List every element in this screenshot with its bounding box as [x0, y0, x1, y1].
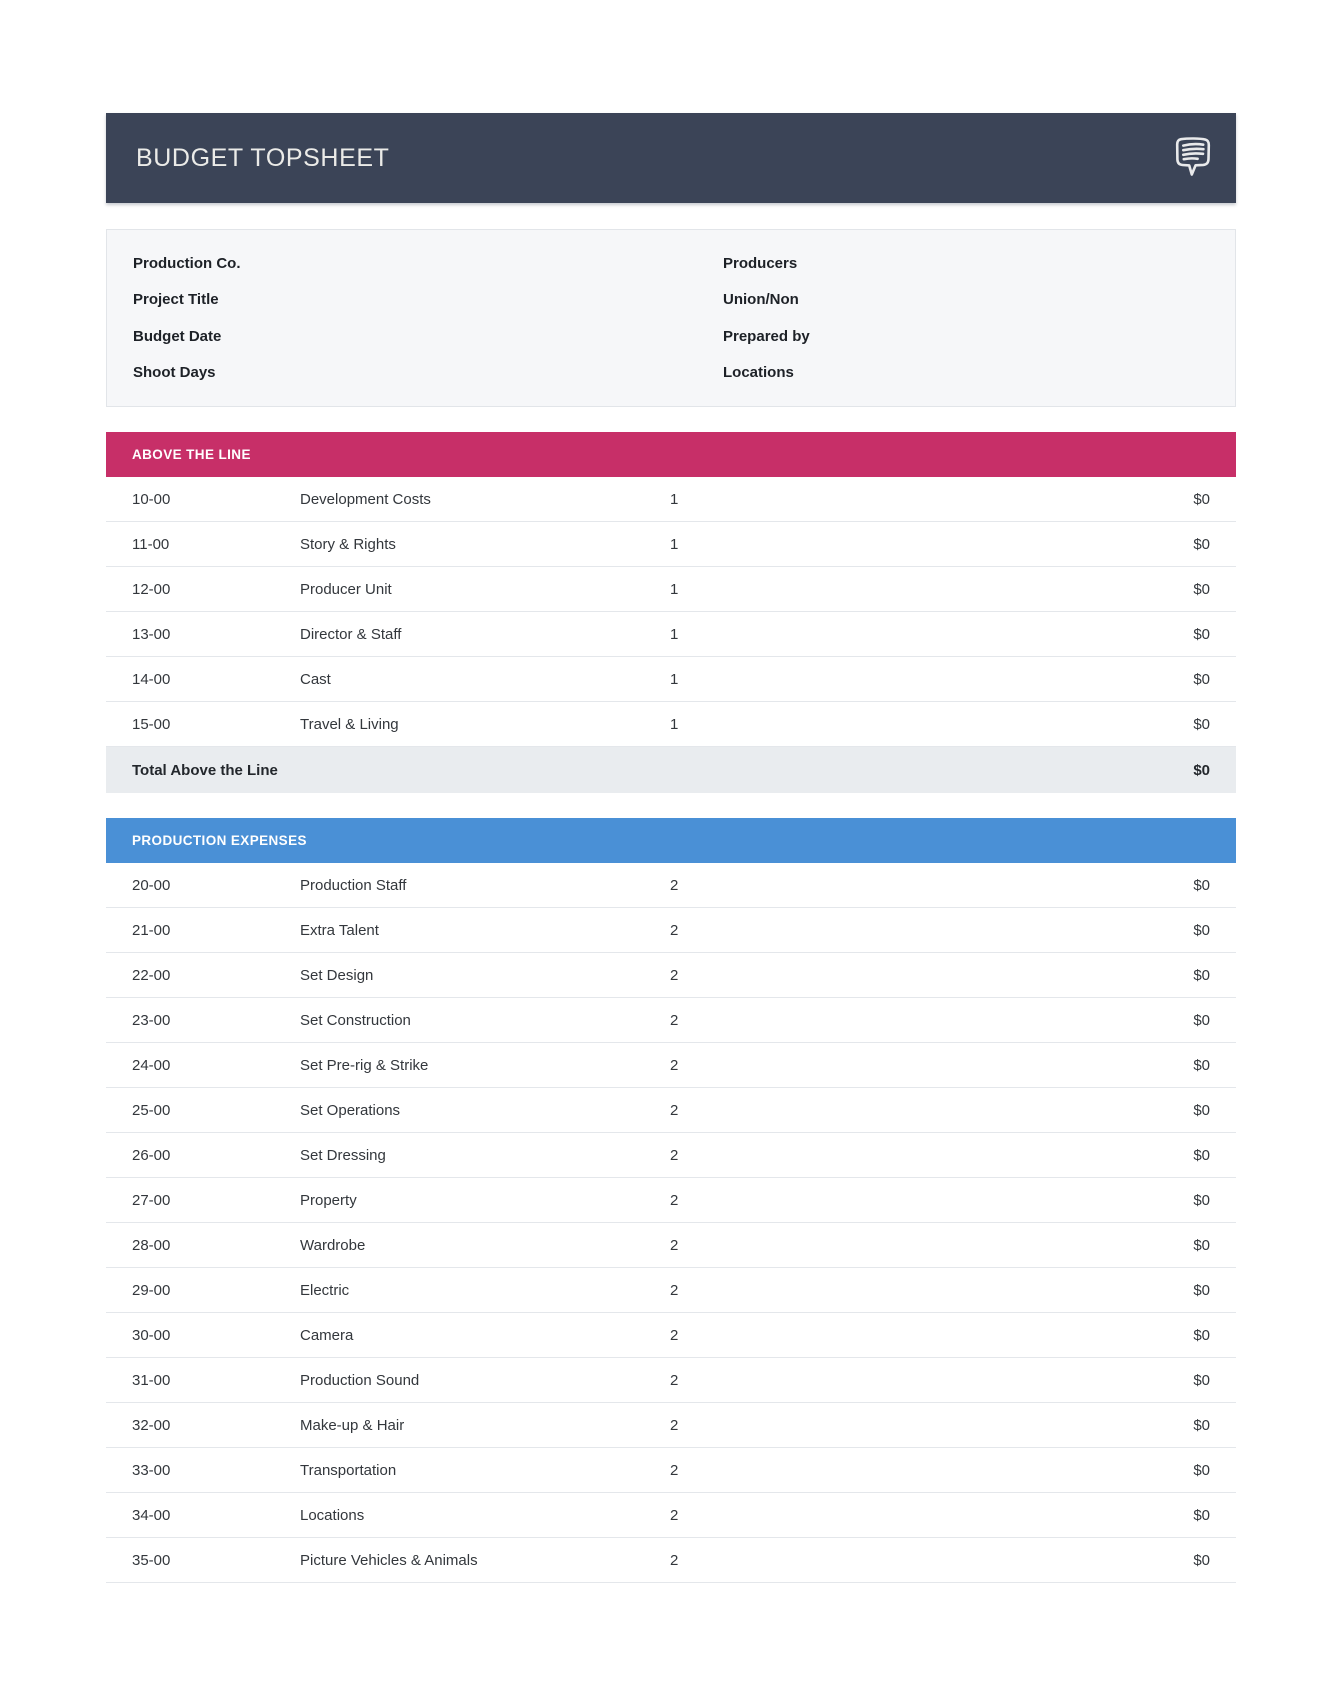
- account-description: Property: [300, 1191, 357, 1209]
- budget-line-row[interactable]: [106, 1088, 1236, 1133]
- account-description: Story & Rights: [300, 535, 396, 553]
- account-number: 14-00: [132, 670, 171, 688]
- units-value: 1: [670, 535, 679, 553]
- amount-value: $0: [1193, 966, 1210, 984]
- budget-line-row[interactable]: [106, 1403, 1236, 1448]
- units-value: 2: [670, 1146, 679, 1164]
- account-description: Director & Staff: [300, 625, 402, 643]
- account-number: 13-00: [132, 625, 171, 643]
- budget-line-row[interactable]: [106, 612, 1236, 657]
- account-description: Make-up & Hair: [300, 1416, 405, 1434]
- account-number: 34-00: [132, 1506, 171, 1524]
- amount-value: $0: [1193, 921, 1210, 939]
- account-number: 25-00: [132, 1101, 171, 1119]
- budget-line-row[interactable]: [106, 522, 1236, 567]
- account-description: Locations: [300, 1506, 365, 1524]
- account-number: 35-00: [132, 1551, 171, 1569]
- units-value: 2: [670, 876, 679, 894]
- budget-line-row[interactable]: [106, 1448, 1236, 1493]
- amount-value: $0: [1193, 876, 1210, 894]
- account-number: 15-00: [132, 715, 171, 733]
- amount-value: $0: [1193, 670, 1210, 688]
- units-value: 2: [670, 1281, 679, 1299]
- account-description: Producer Unit: [300, 580, 392, 598]
- budget-line-row[interactable]: [106, 1538, 1236, 1583]
- budget-line-row[interactable]: [106, 1493, 1236, 1538]
- units-value: 2: [670, 1416, 679, 1434]
- info-field-prepared-by[interactable]: [723, 319, 1209, 353]
- account-number: 20-00: [132, 876, 171, 894]
- amount-value: $0: [1193, 715, 1210, 733]
- account-description: Extra Talent: [300, 921, 379, 939]
- section-above-the-line: [106, 432, 1236, 793]
- amount-value: $0: [1193, 1506, 1210, 1524]
- account-description: Transportation: [300, 1461, 397, 1479]
- section-rows: [106, 863, 1236, 1583]
- account-number: 22-00: [132, 966, 171, 984]
- units-value: 2: [670, 966, 679, 984]
- section-title: ABOVE THE LINE: [132, 447, 251, 462]
- info-field-label: Producers: [723, 254, 798, 272]
- info-field-label: Project Title: [133, 291, 219, 309]
- info-field-budget-date[interactable]: [133, 319, 723, 353]
- budget-line-row[interactable]: [106, 1358, 1236, 1403]
- info-field-label: Locations: [723, 364, 794, 382]
- units-value: 2: [670, 1056, 679, 1074]
- budget-line-row[interactable]: [106, 1043, 1236, 1088]
- amount-value: $0: [1193, 1461, 1210, 1479]
- budget-line-row[interactable]: [106, 953, 1236, 998]
- amount-value: $0: [1193, 1101, 1210, 1119]
- info-field-label: Production Co.: [133, 254, 241, 272]
- budget-line-row[interactable]: [106, 1268, 1236, 1313]
- budget-line-row[interactable]: [106, 1178, 1236, 1223]
- info-column-right: [723, 246, 1209, 390]
- info-field-label: Prepared by: [723, 327, 810, 345]
- amount-value: $0: [1193, 535, 1210, 553]
- section-total-row: [106, 747, 1236, 793]
- account-description: Electric: [300, 1281, 350, 1299]
- units-value: 1: [670, 580, 679, 598]
- info-field-production-co[interactable]: [133, 246, 723, 280]
- amount-value: $0: [1193, 1146, 1210, 1164]
- account-number: 21-00: [132, 921, 171, 939]
- account-number: 32-00: [132, 1416, 171, 1434]
- account-number: 31-00: [132, 1371, 171, 1389]
- info-field-producers[interactable]: [723, 246, 1209, 280]
- budget-line-row[interactable]: [106, 1313, 1236, 1358]
- account-number: 10-00: [132, 490, 171, 508]
- budget-line-row[interactable]: [106, 998, 1236, 1043]
- units-value: 1: [670, 670, 679, 688]
- account-number: 27-00: [132, 1191, 171, 1209]
- info-field-locations[interactable]: [723, 356, 1209, 390]
- section-rows: [106, 477, 1236, 793]
- amount-value: $0: [1193, 1056, 1210, 1074]
- budget-line-row[interactable]: [106, 657, 1236, 702]
- units-value: 2: [670, 1506, 679, 1524]
- section-header-above-the-line: [106, 432, 1236, 477]
- account-number: 12-00: [132, 580, 171, 598]
- amount-value: $0: [1193, 1551, 1210, 1569]
- section-title: PRODUCTION EXPENSES: [132, 833, 307, 848]
- account-number: 26-00: [132, 1146, 171, 1164]
- amount-value: $0: [1193, 1416, 1210, 1434]
- account-description: Cast: [300, 670, 331, 688]
- budget-line-row[interactable]: [106, 702, 1236, 747]
- amount-value: $0: [1193, 1371, 1210, 1389]
- account-description: Production Sound: [300, 1371, 420, 1389]
- account-number: 23-00: [132, 1011, 171, 1029]
- account-description: Set Construction: [300, 1011, 411, 1029]
- budget-line-row[interactable]: [106, 477, 1236, 522]
- account-number: 28-00: [132, 1236, 171, 1254]
- units-value: 2: [670, 1326, 679, 1344]
- account-description: Production Staff: [300, 876, 407, 894]
- info-field-shoot-days[interactable]: [133, 356, 723, 390]
- account-number: 11-00: [132, 535, 170, 553]
- account-number: 29-00: [132, 1281, 171, 1299]
- account-description: Picture Vehicles & Animals: [300, 1551, 478, 1569]
- info-field-label: Union/Non: [723, 291, 799, 309]
- units-value: 1: [670, 715, 679, 733]
- units-value: 1: [670, 625, 679, 643]
- account-description: Development Costs: [300, 490, 431, 508]
- account-description: Set Operations: [300, 1101, 401, 1119]
- amount-value: $0: [1193, 1236, 1210, 1254]
- budget-line-row[interactable]: [106, 1223, 1236, 1268]
- comment-bubble-icon[interactable]: [1175, 136, 1211, 180]
- units-value: 2: [670, 1011, 679, 1029]
- amount-value: $0: [1193, 1281, 1210, 1299]
- units-value: 2: [670, 1461, 679, 1479]
- info-field-label: Budget Date: [133, 327, 222, 345]
- account-description: Travel & Living: [300, 715, 399, 733]
- budget-sections: [106, 432, 1236, 1583]
- amount-value: $0: [1193, 580, 1210, 598]
- info-field-label: Shoot Days: [133, 364, 216, 382]
- total-label: Total Above the Line: [132, 761, 278, 779]
- budget-line-row[interactable]: [106, 1133, 1236, 1178]
- account-description: Set Pre-rig & Strike: [300, 1056, 429, 1074]
- units-value: 2: [670, 1371, 679, 1389]
- page-title: BUDGET TOPSHEET: [136, 143, 390, 172]
- units-value: 2: [670, 921, 679, 939]
- amount-value: $0: [1193, 1011, 1210, 1029]
- account-number: 33-00: [132, 1461, 171, 1479]
- units-value: 2: [670, 1191, 679, 1209]
- amount-value: $0: [1193, 1191, 1210, 1209]
- account-number: 24-00: [132, 1056, 171, 1074]
- production-info-panel: [106, 229, 1236, 407]
- info-field-union-non[interactable]: [723, 283, 1209, 317]
- account-description: Wardrobe: [300, 1236, 366, 1254]
- account-description: Set Design: [300, 966, 374, 984]
- units-value: 2: [670, 1236, 679, 1254]
- account-description: Camera: [300, 1326, 354, 1344]
- amount-value: $0: [1193, 1326, 1210, 1344]
- info-field-project-title[interactable]: [133, 283, 723, 317]
- budget-line-row[interactable]: [106, 908, 1236, 953]
- section-header-production-expenses: [106, 818, 1236, 863]
- info-column-left: [133, 246, 723, 390]
- page-header: [106, 113, 1236, 203]
- budget-line-row[interactable]: [106, 863, 1236, 908]
- budget-line-row[interactable]: [106, 567, 1236, 612]
- account-number: 30-00: [132, 1326, 171, 1344]
- units-value: 1: [670, 490, 679, 508]
- units-value: 2: [670, 1101, 679, 1119]
- section-production-expenses: [106, 818, 1236, 1583]
- amount-value: $0: [1193, 490, 1210, 508]
- units-value: 2: [670, 1551, 679, 1569]
- account-description: Set Dressing: [300, 1146, 386, 1164]
- total-amount: $0: [1193, 761, 1210, 779]
- budget-topsheet-page: [106, 0, 1236, 1583]
- amount-value: $0: [1193, 625, 1210, 643]
